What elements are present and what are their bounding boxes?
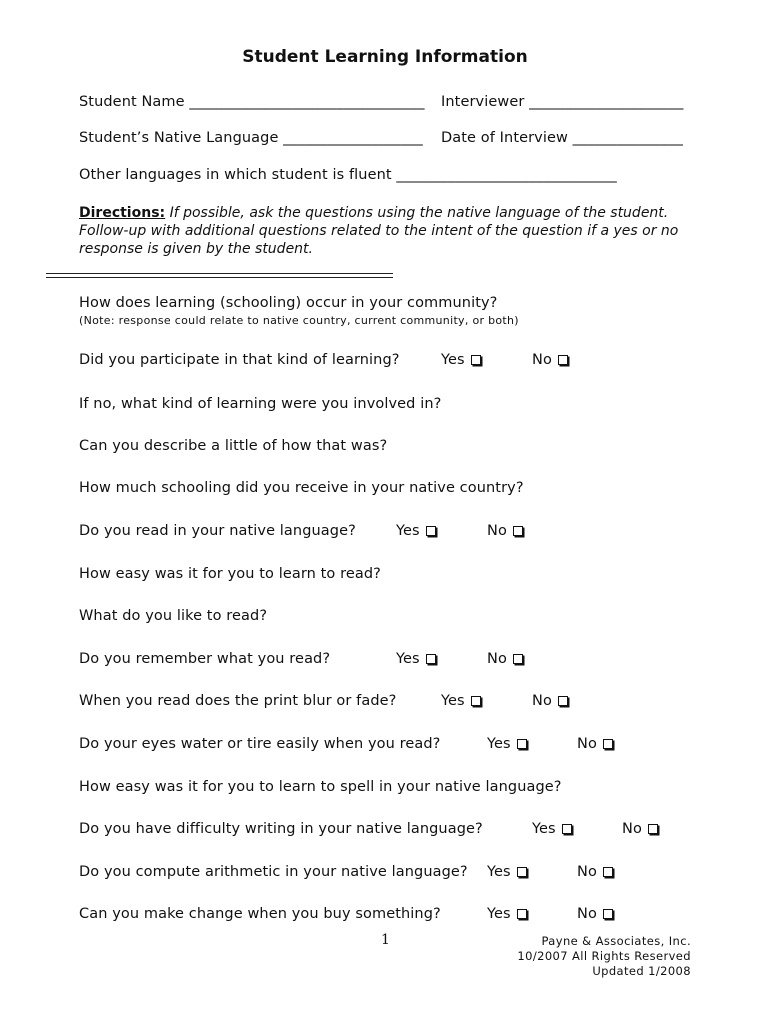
- checkbox-icon[interactable]: [517, 909, 527, 919]
- divider-rule: [46, 273, 393, 274]
- page-number: 1: [381, 932, 390, 948]
- native-language-field[interactable]: Student’s Native Language ___________________: [79, 130, 423, 146]
- no-option[interactable]: No: [622, 821, 658, 837]
- no-option[interactable]: No: [487, 651, 523, 667]
- question-learning-community: How does learning (schooling) occur in your community?: [79, 295, 498, 311]
- divider-rule: [46, 277, 393, 278]
- question-eyes-water: Do your eyes water or tire easily when you read?: [79, 736, 441, 752]
- checkbox-icon[interactable]: [558, 696, 568, 706]
- yes-option[interactable]: Yes: [396, 651, 436, 667]
- footer-rights: 10/2007 All Rights Reserved: [517, 949, 691, 963]
- checkbox-icon[interactable]: [603, 739, 613, 749]
- checkbox-icon[interactable]: [513, 654, 523, 664]
- yes-option[interactable]: Yes: [532, 821, 572, 837]
- checkbox-icon[interactable]: [517, 739, 527, 749]
- checkbox-icon[interactable]: [426, 654, 436, 664]
- checkbox-icon[interactable]: [513, 526, 523, 536]
- no-option[interactable]: No: [577, 906, 613, 922]
- no-option[interactable]: No: [532, 352, 568, 368]
- checkbox-icon[interactable]: [517, 867, 527, 877]
- question-schooling-amount: How much schooling did you receive in your native country?: [79, 480, 524, 496]
- yes-option[interactable]: Yes: [487, 864, 527, 880]
- checkbox-icon[interactable]: [558, 355, 568, 365]
- checkbox-icon[interactable]: [471, 355, 481, 365]
- question-participate: Did you participate in that kind of learning?: [79, 352, 400, 368]
- no-option[interactable]: No: [532, 693, 568, 709]
- no-option[interactable]: No: [577, 864, 613, 880]
- checkbox-icon[interactable]: [562, 824, 572, 834]
- date-of-interview-field[interactable]: Date of Interview _______________: [441, 130, 683, 146]
- checkbox-icon[interactable]: [426, 526, 436, 536]
- question-read-native: Do you read in your native language?: [79, 523, 356, 539]
- footer-updated: Updated 1/2008: [592, 964, 691, 978]
- question-kind-of-learning: If no, what kind of learning were you involved in?: [79, 396, 442, 412]
- question-note: (Note: response could relate to native country, current community, or both): [79, 314, 519, 327]
- yes-option[interactable]: Yes: [441, 693, 481, 709]
- question-learn-to-spell: How easy was it for you to learn to spell in your native language?: [79, 779, 562, 795]
- question-describe: Can you describe a little of how that was?: [79, 438, 388, 454]
- directions: [79, 204, 719, 258]
- checkbox-icon[interactable]: [603, 909, 613, 919]
- question-difficulty-writing: Do you have difficulty writing in your native language?: [79, 821, 483, 837]
- question-print-blur: When you read does the print blur or fade?: [79, 693, 397, 709]
- question-compute-arithmetic: Do you compute arithmetic in your native language?: [79, 864, 468, 880]
- other-languages-field[interactable]: Other languages in which student is fluent ______________________________: [79, 167, 617, 183]
- page-title: Student Learning Information: [242, 47, 528, 67]
- checkbox-icon[interactable]: [603, 867, 613, 877]
- no-option[interactable]: No: [577, 736, 613, 752]
- yes-option[interactable]: Yes: [487, 906, 527, 922]
- question-learn-to-read: How easy was it for you to learn to read?: [79, 566, 381, 582]
- interviewer-field[interactable]: Interviewer _____________________: [441, 94, 684, 110]
- checkbox-icon[interactable]: [648, 824, 658, 834]
- yes-option[interactable]: Yes: [396, 523, 436, 539]
- question-make-change: Can you make change when you buy something?: [79, 906, 441, 922]
- student-name-field[interactable]: Student Name ________________________________: [79, 94, 425, 110]
- checkbox-icon[interactable]: [471, 696, 481, 706]
- yes-option[interactable]: Yes: [487, 736, 527, 752]
- question-like-to-read: What do you like to read?: [79, 608, 268, 624]
- yes-option[interactable]: Yes: [441, 352, 481, 368]
- directions-label: Directions:: [79, 205, 166, 221]
- footer-company: Payne & Associates, Inc.: [541, 934, 691, 948]
- no-option[interactable]: No: [487, 523, 523, 539]
- directions-text: If possible, ask the questions using the native language of the student. Follow-up with additional questions related to the intent of the question if a yes or no response is given by the student.: [79, 205, 679, 257]
- question-remember-read: Do you remember what you read?: [79, 651, 331, 667]
